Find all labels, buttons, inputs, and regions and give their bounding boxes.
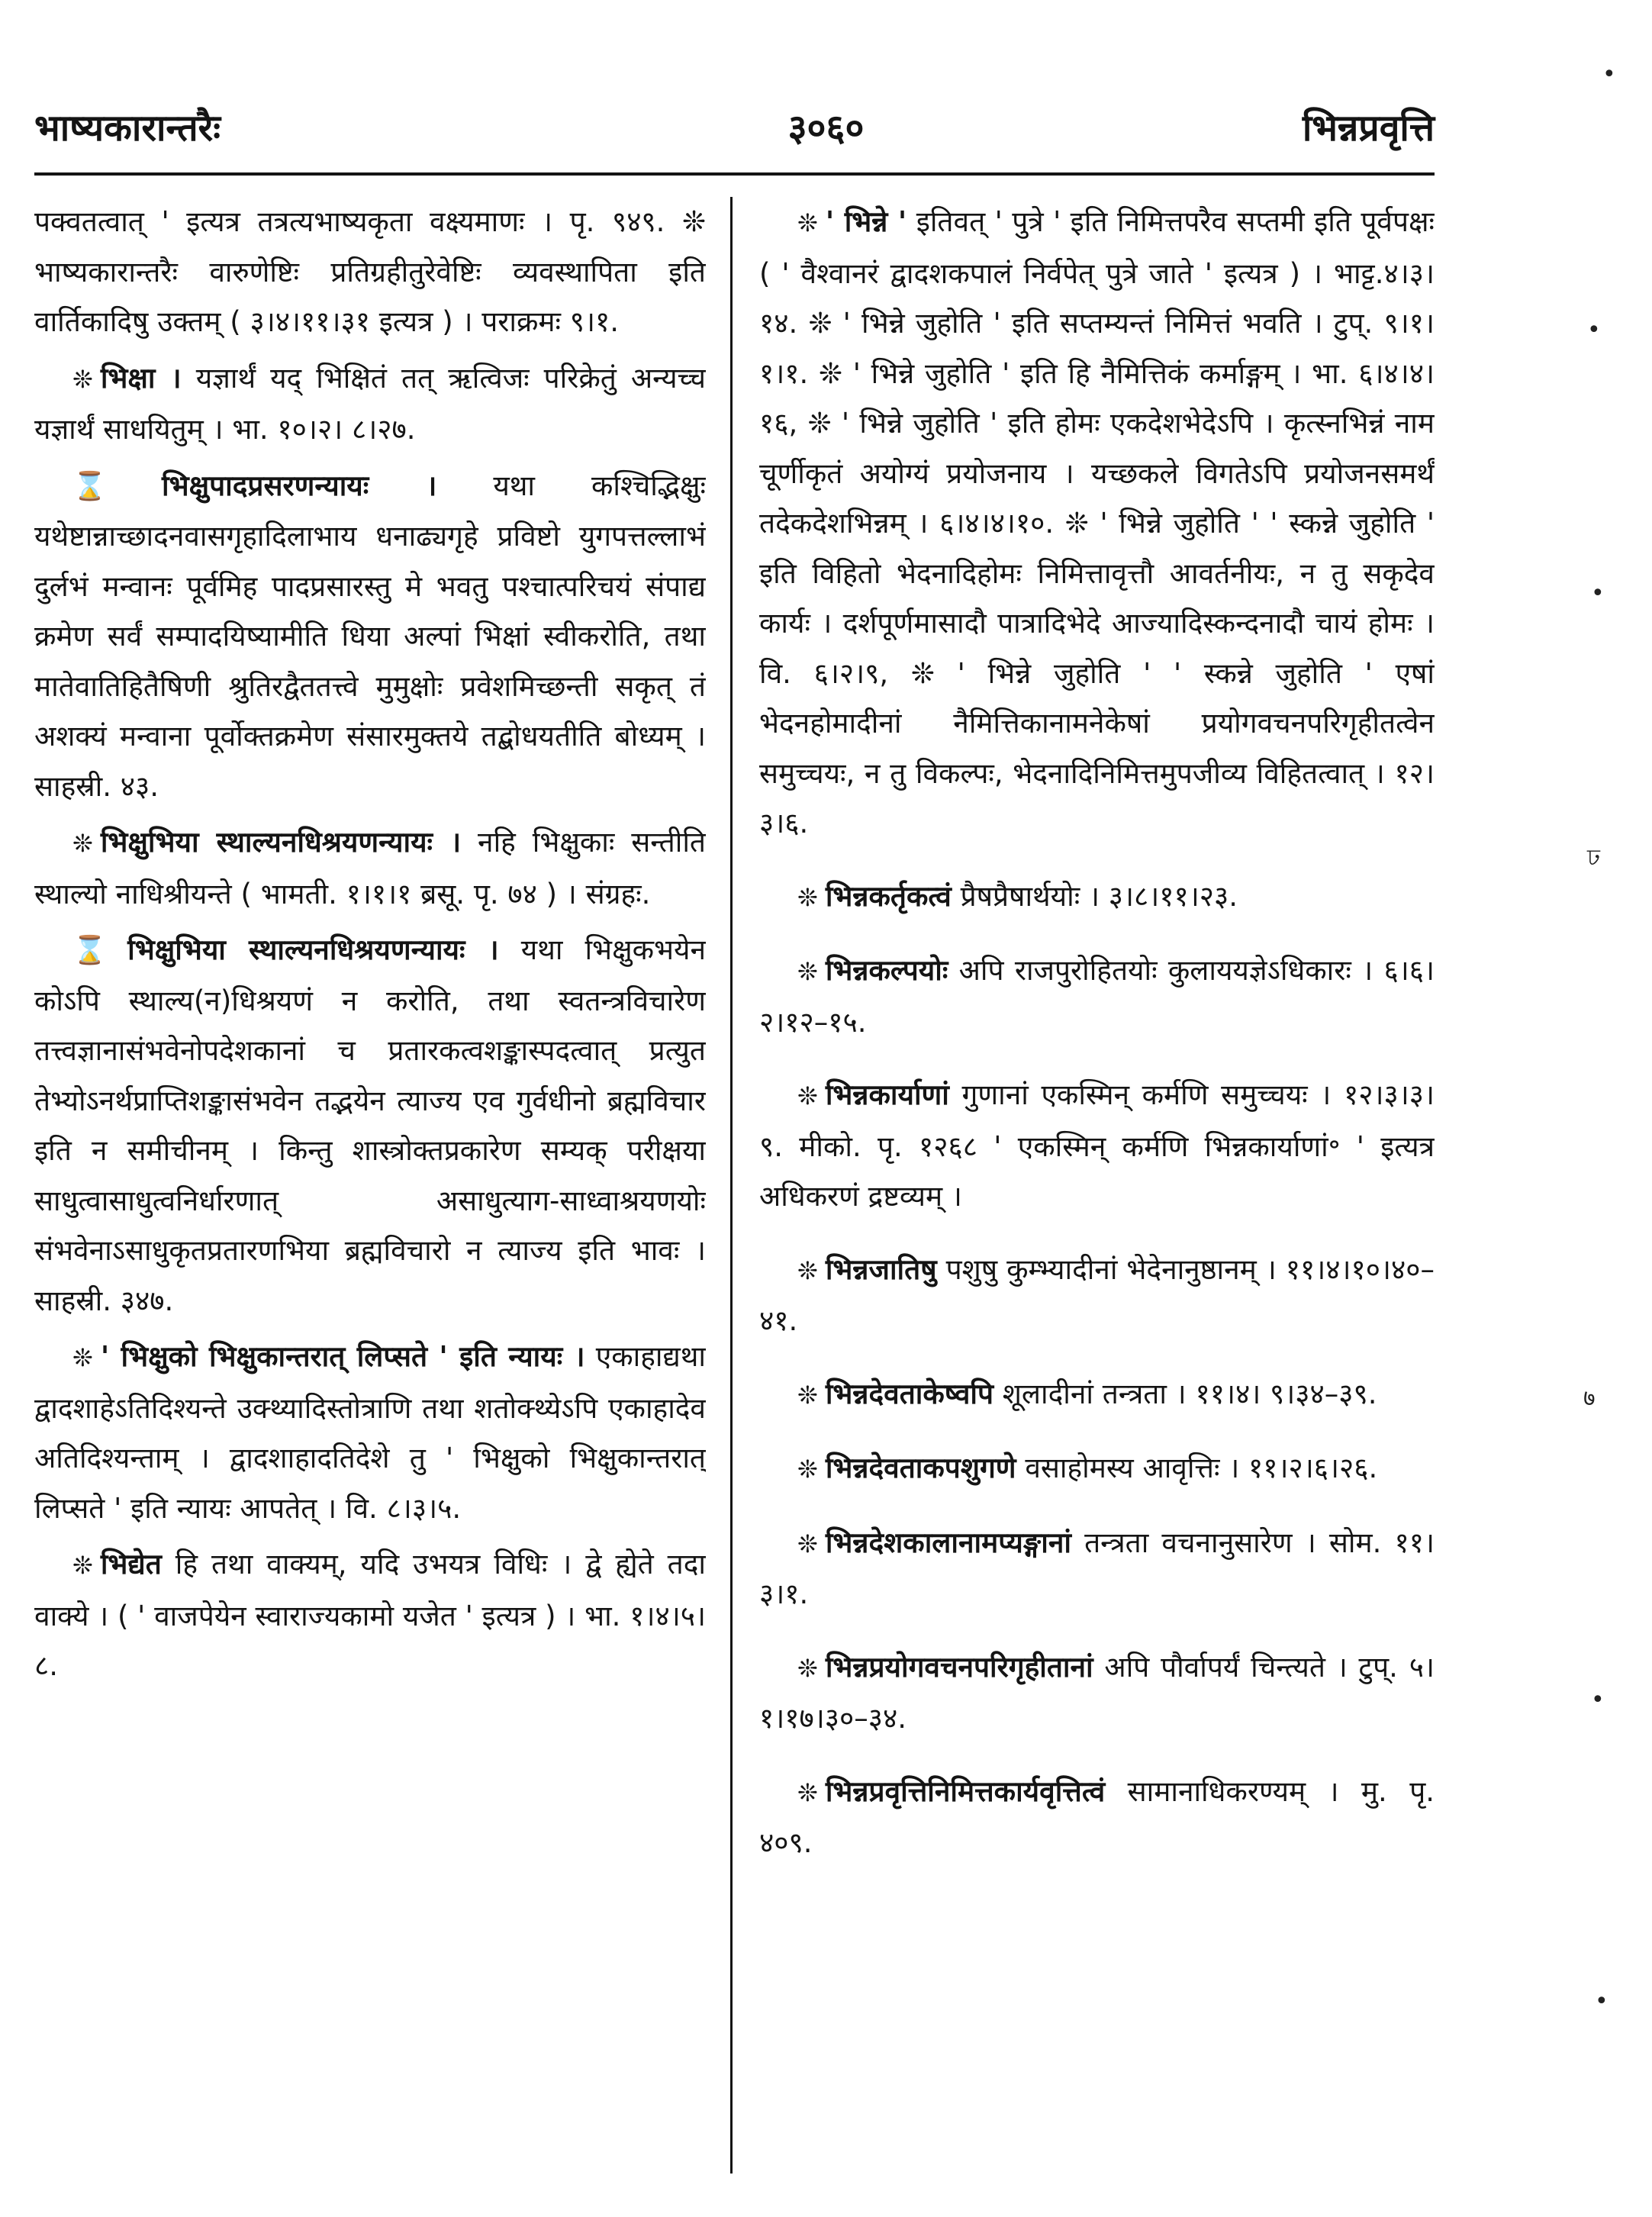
- page-number: ३०६०: [787, 107, 865, 150]
- entry-text: वसाहोमस्य आवृत्तिः । ११।२।६।२६.: [1025, 1452, 1378, 1484]
- header-rule: [34, 172, 1435, 176]
- star-icon: ❊: [797, 1455, 818, 1484]
- star-icon: ❊: [72, 829, 93, 858]
- entry-text: पक्वतत्वात् ' इत्यत्र तत्रत्यभाष्यकृता वक्ष्यमाणः । पृ. ९४९. ❊ भाष्यकारान्तरैः वारुणेष्टिः प्रतिग्रहीतुरेवेष्टिः व्यवस्थापिता इति वार्तिकादिषु उक्तम् ( ३।४।११।३१ इत्यत्र ) । पराक्रमः ९।१.: [34, 205, 706, 338]
- entry: [759, 1443, 1435, 1495]
- star-icon: ❊: [797, 882, 818, 912]
- entry: [34, 1332, 706, 1533]
- entry-text: इतिवत् ' पुत्रे ' इति निमित्तपरैव सप्तमी इति पूर्वपक्षः ( ' वैश्वानरं द्वादशकपालं निर्वपेत् पुत्रे जाते ' इत्यत्र ) । भाट्ट.४।३।१४. ❊ ' भिन्ने जुहोति ' इति सप्तम्यन्तं निमित्तं भवति । टुप्. ९।१। १।१. ❊ ' भिन्ने जुहोति ' इति हि नैमित्तिकं कर्माङ्गम् । भा. ६।४।४।१६, ❊ ' भिन्ने जुहोति ' इति होमः एकदेशभेदेऽपि । कृत्स्नभिन्नं नाम चूर्णीकृतं अयोग्यं प्रयोजनाय । यच्छकले विगतेऽपि प्रयोजनसमर्थं तदेकदेशभिन्नम् । ६।४।४।१०. ❊ ' भिन्ने जुहोति ' ' स्कन्ने जुहोति ' इति विहितो भेदनादिहोमः निमित्तावृत्तौ आवर्तनीयः, न तु सकृदेव कार्यः । दर्शपूर्णमासादौ पात्रादिभेदे आज्यादिस्कन्दनादौ चायं होमः । वि. ६।२।९, ❊ ' भिन्ने जुहोति ' ' स्कन्ने जुहोति ' एषां भेदनहोमादीनां नैमित्तिकानामनेकेषां प्रयोगवचनपरिगृहीतत्वेन समुच्चयः, न तु विकल्पः, भेदनादिनिमित्तमुपजीव्य विहितत्वात् । १२।३।६.: [759, 205, 1435, 839]
- right-column: [759, 197, 1435, 2181]
- entry-headword: भिन्नदेवताकेष्वपि: [825, 1377, 993, 1410]
- entry-headword: भिन्नजातिषु: [825, 1252, 937, 1286]
- entry: [759, 1070, 1435, 1222]
- star-icon: ❊: [797, 1255, 818, 1285]
- entry-headword: ' भिक्षुको भिक्षुकान्तरात् लिप्सते ' इति न्यायः ।: [100, 1340, 585, 1373]
- entry-text: अपि राजपुरोहितयोः कुलाययज्ञेऽधिकारः । ६।६।२।१२–१५.: [759, 954, 1435, 1039]
- running-head-left: भाष्यकारान्तरैः: [34, 107, 221, 150]
- entry-text: यज्ञार्थं यद् भिक्षितं तत् ऋत्विजः परिक्रेतुं अन्यच्च यज्ञार्थं साधयितुम् । भा. १०।२। ८।२७.: [34, 361, 706, 446]
- entry-continuation: [34, 197, 706, 347]
- entry-headword: भिन्नदेशकालानामप्यङ्गानां: [825, 1526, 1071, 1559]
- entry-headword: भिक्षुपादप्रसरणन्यायः ।: [162, 469, 437, 502]
- running-head-right: भिन्नप्रवृत्ति: [1302, 107, 1435, 150]
- entry-headword: ' भिन्ने ': [825, 205, 907, 238]
- entry-headword: भिन्नकार्याणां: [825, 1078, 949, 1111]
- star-icon: ❊: [72, 1551, 93, 1580]
- entry: [34, 925, 706, 1326]
- margin-mark: •: [1595, 1988, 1609, 2015]
- entry-text: पशुषु कुम्भ्यादीनां भेदेनानुष्ठानम् । ११।४।१०।४०–४१.: [759, 1252, 1435, 1337]
- margin-mark: •: [1587, 317, 1601, 343]
- star-icon: ❊: [72, 1343, 93, 1372]
- entry: [759, 1369, 1435, 1421]
- entry: [34, 461, 706, 812]
- entry-text: प्रैषप्रैषार्थयोः । ३।८।११।२३.: [960, 879, 1238, 913]
- margin-mark: •: [1591, 580, 1605, 607]
- entry-headword: भिक्षा ।: [100, 361, 182, 395]
- entry-text: हि तथा वाक्यम्, यदि उभयत्र विधिः । द्वे ह्येते तदा वाक्ये । ( ' वाजपेयेन स्वाराज्यकामो यजेत ' इत्यत्र ) । भा. १।४।५।८.: [34, 1548, 706, 1682]
- entry-headword: भिक्षुभिया स्थाल्यनधिश्रयणन्यायः ।: [127, 933, 499, 966]
- entry-text: शूलादीनां तन्त्रता । ११।४। ९।३४–३९.: [1002, 1377, 1377, 1410]
- entry: [759, 1518, 1435, 1619]
- entry-headword: भिन्नप्रयोगवचनपरिगृहीतानां: [825, 1650, 1093, 1684]
- entry-text: एकाहाद्यथा द्वादशाहेऽतिदिश्यन्ते उक्थ्यादिस्तोत्राणि तथा शतोक्थ्येऽपि एकाहादेव अतिदिश्यन्ताम् । द्वादशाहादतिदेशे तु ' भिक्षुको भिक्षुकान्तरात् लिप्सते ' इति न्यायः आपतेत् । वि. ८।३।५.: [34, 1340, 706, 1525]
- margin-mark: •: [1591, 1687, 1605, 1713]
- entry-headword: भिन्नप्रवृत्तिनिमित्तकार्यवृत्तित्वं: [825, 1774, 1106, 1808]
- star-icon: ❊: [797, 208, 818, 237]
- entry: [759, 197, 1435, 849]
- entry-headword: भिन्नकल्पयोः: [825, 954, 948, 987]
- entry: [34, 817, 706, 919]
- entry-headword: भिन्नकर्तृकत्वं: [825, 879, 952, 913]
- entry-text: सामानाधिकरण्यम् । मु. पृ. ४०९.: [759, 1774, 1435, 1859]
- entry-text: तन्त्रता वचनानुसारेण । सोम. ११।३।१.: [759, 1526, 1435, 1610]
- entry-headword: भिद्येत: [100, 1548, 162, 1581]
- star-icon: ❊: [72, 364, 93, 394]
- hourglass-icon: ⌛: [72, 470, 155, 502]
- entry-headword: भिक्षुभिया स्थाल्यनधिश्रयणन्यायः ।: [100, 826, 462, 859]
- star-icon: ❊: [797, 1529, 818, 1558]
- entry: [759, 1245, 1435, 1346]
- entry: [759, 946, 1435, 1047]
- star-icon: ❊: [797, 1081, 818, 1110]
- star-icon: ❊: [797, 1380, 818, 1410]
- entry: [759, 1767, 1435, 1868]
- entry-text: यथा कश्चिद्भिक्षुः यथेष्टान्नाच्छादनवासगृहादिलाभाय धनाढ्यगृहे प्रविष्टो युगपत्तल्लाभं दुर्लभं मन्वानः पूर्वमिह पादप्रसारस्तु मे भवतु पश्चात्परिचयं संपाद्य क्रमेण सर्वं सम्पादयिष्यामीति धिया अल्पां भिक्षां स्वीकरोति, तथा मातेवातिहितैषिणी श्रुतिरद्वैततत्त्वे मुमुक्षोः प्रवेशमिच्छन्ती सकृत् तं अशक्यं मन्वाना पूर्वोक्तक्रमेण संसारमुक्तये तद्बोधयतीति बोध्यम् । साहस्री. ४३.: [34, 469, 706, 803]
- entry: [759, 1642, 1435, 1744]
- entry-headword: भिन्नदेवताकपशुगणे: [825, 1452, 1016, 1484]
- margin-mark: ७: [1583, 1385, 1596, 1412]
- star-icon: ❊: [797, 957, 818, 986]
- star-icon: ❊: [797, 1777, 818, 1807]
- entry-text: नहि भिक्षुकाः सन्तीति स्थाल्यो नाधिश्रीयन्ते ( भामती. १।१।१ ब्रसू. पृ. ७४ ) । संग्रहः.: [34, 826, 706, 910]
- margin-mark: ঢ: [1587, 845, 1600, 872]
- entry-text: यथा भिक्षुकभयेन कोऽपि स्थाल्य(न)धिश्रयणं न करोति, तथा स्वतन्त्रविचारेण तत्त्वज्ञानासंभवेनोपदेशकानां च प्रतारकत्वशङ्कास्पदत्वात् प्रत्युत तेभ्योऽनर्थप्राप्तिशङ्कासंभवेन तद्भयेन त्याज्य एव गुर्वधीनो ब्रह्मविचार इति न समीचीनम् । किन्तु शास्त्रोक्तप्रकारेण सम्यक् परीक्षया साधुत्वासाधुत्वनिर्धारणात् असाधुत्याग-साध्वाश्रयणयोः संभवेनाऽसाधुकृतप्रतारणभिया ब्रह्मविचारो न त्याज्य इति भावः । साहस्री. ३४७.: [34, 933, 706, 1317]
- entry-text: अपि पौर्वापर्यं चिन्त्यते । टुप्. ५।१।१७।३०–३४.: [759, 1650, 1435, 1735]
- entry-text: गुणानां एकस्मिन् कर्मणि समुच्चयः । १२।३।३।९. मीको. पृ. १२६८ ' एकस्मिन् कर्मणि भिन्नकार्याणां॰ ' इत्यत्र अधिकरणं द्रष्टव्यम् ।: [759, 1078, 1435, 1213]
- entry: [34, 1539, 706, 1691]
- entry: [34, 353, 706, 455]
- left-column: [34, 197, 706, 2181]
- entry: [759, 872, 1435, 923]
- hourglass-icon: ⌛: [72, 935, 121, 966]
- margin-mark: •: [1602, 61, 1616, 88]
- column-divider: [730, 197, 733, 2173]
- star-icon: ❊: [797, 1653, 818, 1683]
